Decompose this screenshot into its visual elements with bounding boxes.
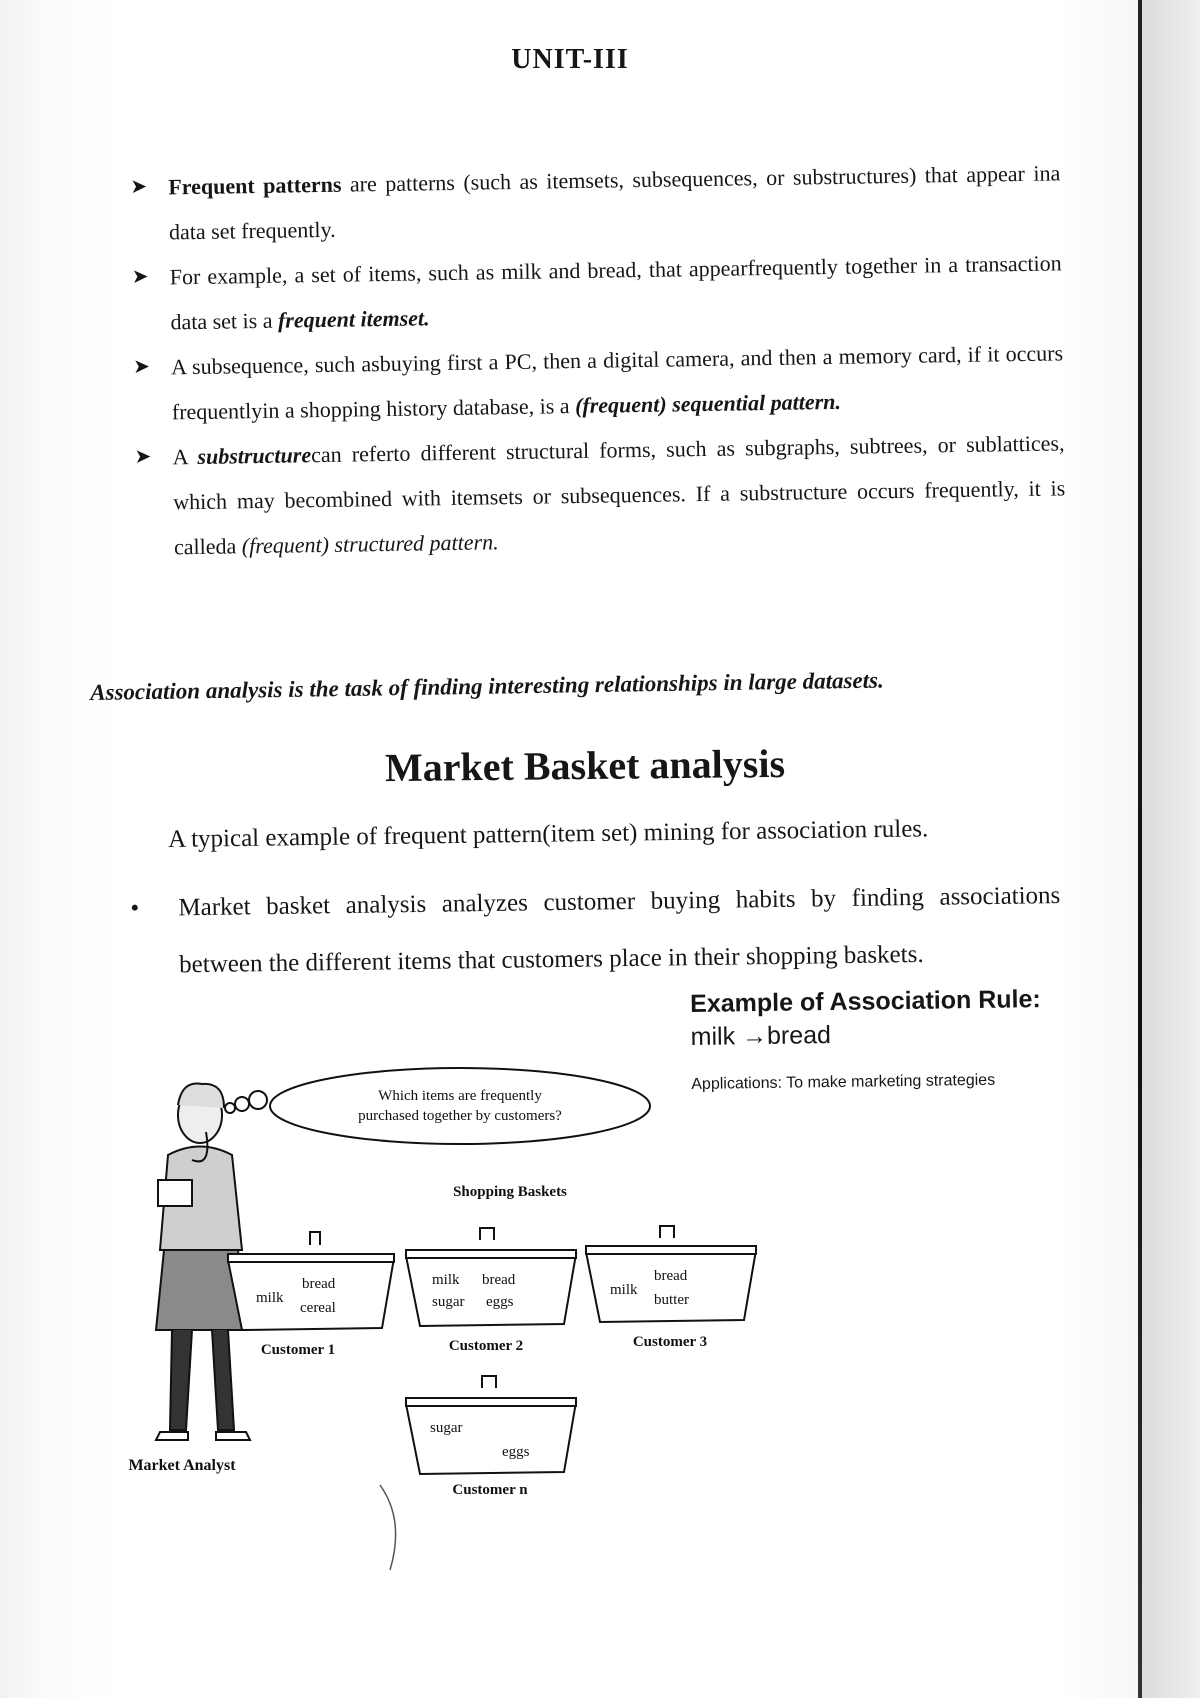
arrow-bullet-icon: ➤ bbox=[130, 175, 148, 198]
basket-customer-3 bbox=[586, 1226, 756, 1350]
basket-item: sugar bbox=[430, 1420, 463, 1436]
rule-example: milk →bread bbox=[690, 1021, 832, 1051]
bullet-text-main: For example, a set of items, such as milk and bread, that appearfrequently together in a transaction data set is a bbox=[169, 250, 1062, 335]
term-sequential-pattern: (frequent) sequential pattern. bbox=[574, 388, 842, 419]
bullet-list bbox=[130, 150, 1066, 570]
market-basket-bullet bbox=[130, 867, 1062, 994]
basket-customer-1 bbox=[228, 1232, 394, 1358]
bullet-text bbox=[169, 240, 1062, 344]
bullet-text-main: can referto different structural forms, such as subgraphs, subtrees, or sublattices, which may becombined with itemsets or subsequences. If a substructure occurs frequently, it is calleda bbox=[173, 430, 1066, 560]
rule-applications: Applications: To make marketing strategies bbox=[691, 1071, 996, 1093]
customer-label: Customer n bbox=[452, 1482, 528, 1498]
association-definition: Association analysis is the task of finding interesting relationships in large datasets. bbox=[90, 667, 884, 705]
bullet-text bbox=[168, 150, 1061, 254]
market-basket-figure bbox=[120, 1060, 840, 1500]
market-basket-text: Market basket analysis analyzes customer buying habits by finding associations between the different items that customers place in their shopping baskets. bbox=[178, 882, 1061, 979]
analyst-label: Market Analyst bbox=[128, 1457, 236, 1474]
term-structured-pattern: (frequent) structured pattern. bbox=[241, 529, 499, 559]
basket-item: milk bbox=[256, 1290, 284, 1306]
shopping-baskets-label: Shopping Baskets bbox=[453, 1184, 567, 1200]
basket-item: bread bbox=[302, 1276, 336, 1292]
bullet-text-main: A subsequence, such asbuying first a PC, then a digital camera, and then a memory card, if it occurs frequentlyin a shopping history database, is a bbox=[170, 340, 1064, 425]
unit-heading: UNIT-III bbox=[511, 44, 629, 75]
bullet-frequent-itemset bbox=[131, 240, 1062, 345]
customer-label: Customer 1 bbox=[260, 1342, 336, 1358]
term-frequent-itemset: frequent itemset. bbox=[277, 305, 430, 333]
section-title: Market Basket analysis bbox=[384, 740, 786, 791]
basket-item: bread bbox=[482, 1272, 516, 1288]
basket-item: eggs bbox=[502, 1444, 530, 1460]
bullet-text bbox=[172, 420, 1066, 569]
bullet-text-pre: A bbox=[172, 443, 198, 470]
bullet-text-rest: are patterns (such as itemsets, subsequences, or substructures) that appear ina data set frequently. bbox=[168, 160, 1061, 245]
rule-title: Example of Association Rule: bbox=[690, 985, 1041, 1018]
basket-item: bread bbox=[654, 1268, 688, 1284]
basket-item: butter bbox=[654, 1292, 689, 1308]
bullet-frequent-patterns bbox=[130, 150, 1061, 255]
basket-item: milk bbox=[610, 1282, 638, 1298]
intro-line: A typical example of frequent pattern(item set) mining for association rules. bbox=[168, 815, 929, 853]
customer-label: Customer 2 bbox=[448, 1338, 524, 1354]
page-binding-edge bbox=[1138, 0, 1142, 1698]
thought-text-line1: Which items are frequently bbox=[378, 1088, 542, 1104]
arrow-bullet-icon: ➤ bbox=[134, 445, 152, 468]
pen-mark bbox=[360, 1480, 440, 1580]
customer-label: Customer 3 bbox=[632, 1334, 708, 1350]
bullet-text bbox=[171, 330, 1064, 434]
basket-item: eggs bbox=[486, 1294, 514, 1310]
dot-bullet-icon: • bbox=[130, 894, 140, 922]
page-edge-shadow bbox=[1142, 0, 1200, 1698]
term-frequent-patterns: Frequent patterns bbox=[168, 171, 342, 200]
arrow-bullet-icon: ➤ bbox=[133, 355, 151, 378]
term-substructure: substructure bbox=[197, 442, 312, 469]
bullet-structured-pattern bbox=[134, 420, 1066, 570]
arrow-bullet-icon: ➤ bbox=[131, 265, 149, 288]
basket-item: sugar bbox=[432, 1294, 465, 1310]
thought-text-line2: purchased together by customers? bbox=[358, 1108, 562, 1124]
bullet-sequential-pattern bbox=[133, 330, 1064, 435]
basket-item: milk bbox=[432, 1272, 460, 1288]
basket-customer-2 bbox=[406, 1228, 576, 1354]
basket-item: cereal bbox=[300, 1300, 336, 1316]
thought-bubble bbox=[225, 1068, 650, 1144]
